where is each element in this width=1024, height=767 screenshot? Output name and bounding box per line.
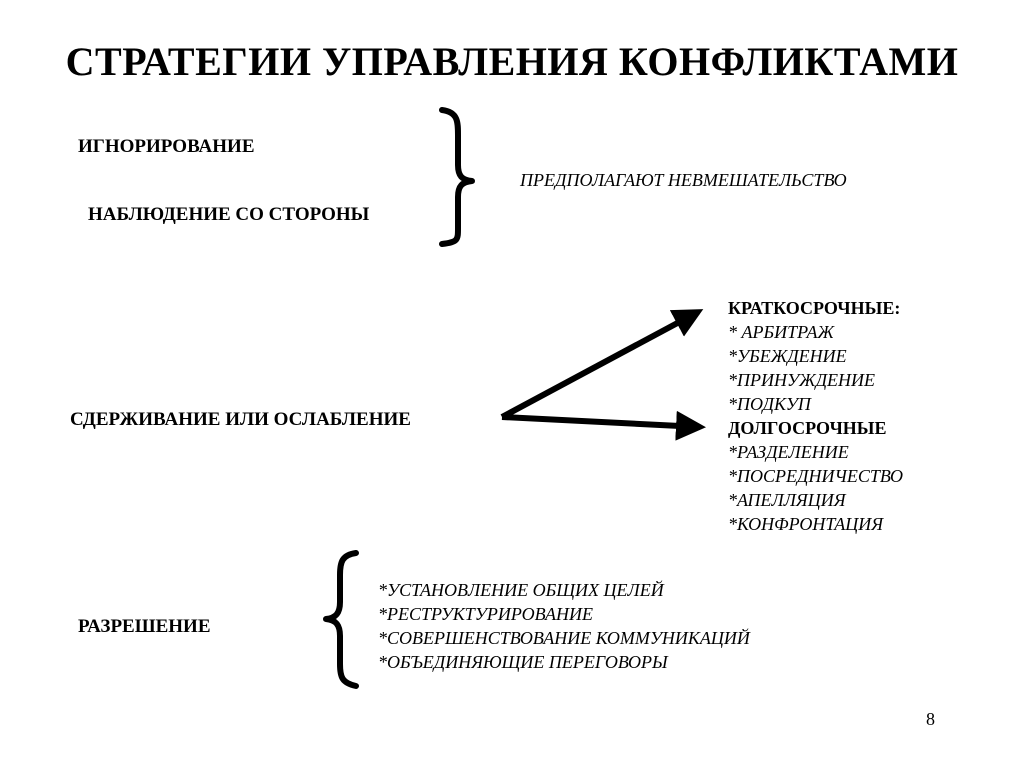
list-item: *СОВЕРШЕНСТВОВАНИЕ КОММУНИКАЦИЙ: [378, 628, 750, 648]
arrow-long-term: [502, 417, 700, 427]
strategy-resolution: РАЗРЕШЕНИЕ: [78, 616, 211, 637]
arrow-short-term: [502, 312, 698, 417]
list-item: *РЕСТРУКТУРИРОВАНИЕ: [378, 604, 593, 624]
strategy-containment: СДЕРЖИВАНИЕ ИЛИ ОСЛАБЛЕНИЕ: [70, 409, 411, 430]
left-brace: [326, 553, 356, 686]
list-item: *АПЕЛЛЯЦИЯ: [728, 490, 846, 510]
non-intervention-note: ПРЕДПОЛАГАЮТ НЕВМЕШАТЕЛЬСТВО: [520, 170, 847, 190]
list-item: *РАЗДЕЛЕНИЕ: [728, 442, 849, 462]
list-item: *ПРИНУЖДЕНИЕ: [728, 370, 876, 390]
list-item: *ОБЪЕДИНЯЮЩИЕ ПЕРЕГОВОРЫ: [378, 652, 668, 672]
list-item: *КОНФРОНТАЦИЯ: [728, 514, 884, 534]
list-item: *ПОДКУП: [728, 394, 811, 414]
strategy-ignoring: ИГНОРИРОВАНИЕ: [78, 136, 255, 157]
page-title: СТРАТЕГИИ УПРАВЛЕНИЯ КОНФЛИКТАМИ: [65, 39, 959, 84]
list-item: *УСТАНОВЛЕНИЕ ОБЩИХ ЦЕЛЕЙ: [378, 580, 664, 600]
page-number: 8: [926, 709, 935, 729]
list-item: * АРБИТРАЖ: [728, 322, 835, 342]
list-item: *ПОСРЕДНИЧЕСТВО: [728, 466, 904, 486]
right-brace: [442, 110, 472, 244]
short-term-header: КРАТКОСРОЧНЫЕ:: [728, 298, 901, 318]
list-item: *УБЕЖДЕНИЕ: [728, 346, 847, 366]
long-term-header: ДОЛГОСРОЧНЫЕ: [728, 418, 887, 438]
strategy-observing: НАБЛЮДЕНИЕ СО СТОРОНЫ: [88, 204, 370, 225]
